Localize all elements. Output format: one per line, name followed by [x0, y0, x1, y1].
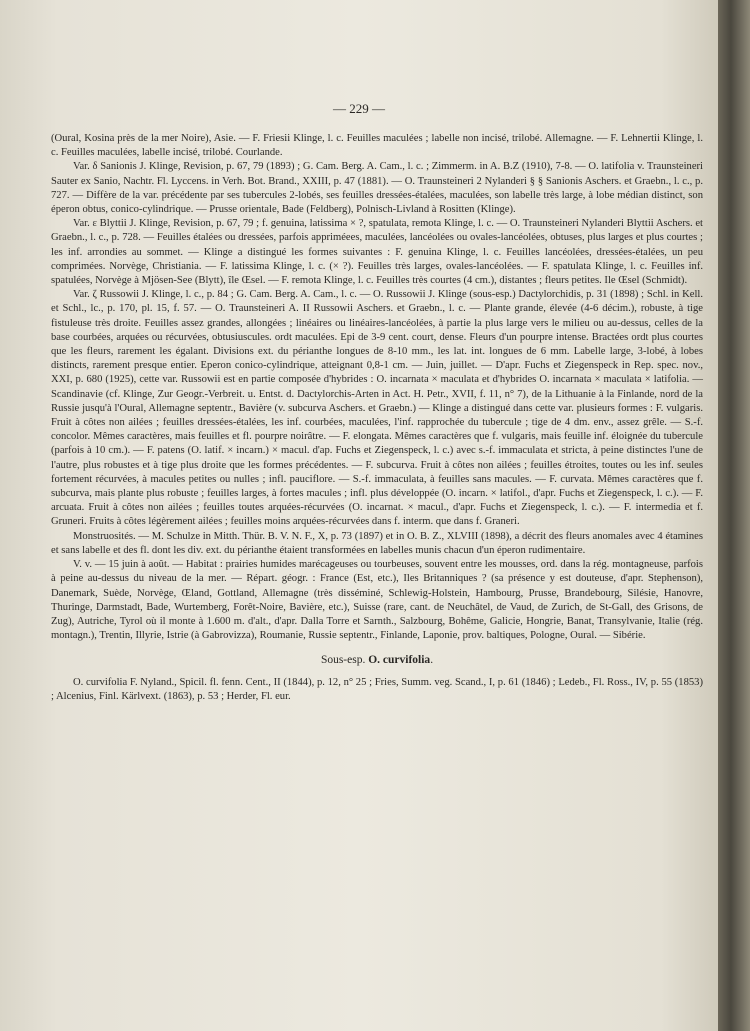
paragraph-var-blyttii: Var. ε Blyttii J. Klinge, Revision, p. 67, 79 ; f. genuina, latissima × ?, spatulata, remota Klinge, l. c. — O. Traunsteineri Nylanderi Blyttii Aschers. et Graebn., l. c., p. 728. — Feuilles étalées ou dressées, parfois appriméees, maculées, lancéolées ou ovales-lancéolées, obtuses, plus larges et plus courtes ; les inf. arrondies au sommet. — Klinge a distingué les formes suivantes : F. genuina Klinge, l. c. Feuilles lancéolées, dressées-étalées, un peu comprimées. Norvège, Christiania. — F. latissima Klinge, l. c. (× ?). Feuilles très larges, ovales-lancéolées. — F. spatulata Klinge, l. c. Feuilles inf. spatulées, Norvège à Mjösen-See (Blytt), île Œsel. — F. remota Klinge, l. c. Feuilles très courtes (4 cm.), distantes ; fleurs petites. Ile Œsel (Schmidt).	[51, 218, 703, 287]
paragraph-var-russowii: Var. ζ Russowii J. Klinge, l. c., p. 84 ; G. Cam. Berg. A. Cam., l. c. — O. Russowii J. Klinge (sous-esp.) Dactylorchidis, p. 31 (1898) ; Schl. in Kell. et Schl., lc., p. 170, pl. 15, f. 57. — O. Traunsteineri A. II Russowii Aschers. et Graebn., l. c. — Plante grande, élevée (4-6 décim.), robuste, à tige fistuleuse très droite. Feuilles assez grandes, allongées ; linéaires ou linéaires-lancéolées, à partie la plus large vers le milieu ou au-dessus, celles de la base courbées, arquées ou récurvées, obtusiuscules. ordt maculées. Epi de 3-9 cent. court, dense. Fleurs d'un pourpre intense. Bractées ordt plus courtes que les fleurs, rarement les égalant. Divisions ext. du périanthe longues de 8-10 mm., les lat. int. longues de 6 mm. Labelle large, 3-lobé, à lobes distincts, rarement presque entier. Eperon conico-cylindrique, atteignant 0,8-1 cm. — Juin, juillet. — D'apr. Fuchs et Ziegenspeck in Rep. spec. nov., XXI, p. 680 (1925), cette var. Russowii est en partie composée d'hybrides : O. incarnata × maculata et d'hybrides O. incarnata × maculata × latifolia. — Scandinavie (cf. Klinge, Zur Geogr.-Verbreit. u. Entst. d. Dactylorchis-Arten in Act. H. Petr., XVII, f. 11, n° 7), de la Lithuanie à la Finlande, nord de la Russie jusqu'à l'Oural, Allemagne septentr., Bavière (v. subcurva Aschers. et Graebn.) — Klinge a distingué dans cette var. plusieurs formes : F. vulgaris. Fruit à côtes non ailées ; feuilles dressées-étalées, les inf. courbées, maculées, l'inf. rapprochée du tubercule ; tige de 4 dm. env., assez grêle. — S.-f. concolor. Mêmes caractères, mais feuilles et fl. pourpre noirâtre. — F. elongata. Mêmes caractères que f. vulgaris, mais feuille inf. éloignée du tubercule (parfois à 10 cm.). — F. patens (O. latif. × incarn.) × macul. d'ap. Fuchs et Ziegenspeck, l. c.) avec s.-f. immaculata et stricta, à peine distinctes l'une de l'autre, plus robustes et à tige plus droite que les formes précédentes. — F. subcurva. Fruit à côtes non ailées ; feuilles étroites, toutes ou les inf. seules fortement récurvées, à macules petites ou nulles ; infl. pauciflore. — S.-f. immaculata, à feuilles sans macules. — F. curvata. Mêmes caractères que f. subcurva, mais plante plus robuste ; feuilles larges, à fortes macules ; infl. plus développée (O. incarn. × latifol., d'apr. Fuchs et Ziegenspeck, l. c.). — F. arcuata. Fruit à côtes non ailées ; feuilles toutes arquées-récurvées (O. incarnat. × macul., d'apr. Fuchs et Ziegenspeck, l. c.). — F. intermedia et f. Gruneri. Fruits à côtes légèrement ailées ; feuilles moins arquées-récurvées dans f. interm. que dans f. Graneri.	[51, 289, 703, 528]
paragraph-curvifolia: O. curvifolia F. Nyland., Spicil. fl. fenn. Cent., II (1844), p. 12, n° 25 ; Fries, Summ. veg. Scand., I, p. 61 (1846) ; Ledeb., Fl. Ross., IV, p. 55 (1853) ; Alcenius, Finl. Kärlvext. (1863), p. 53 ; Herder, Fl. eur.	[51, 676, 703, 702]
heading-name: O. curvifolia	[368, 654, 431, 667]
section-heading: Sous-esp. O. curvifolia.	[320, 654, 434, 667]
paragraph-habitat: V. v. — 15 juin à août. — Habitat : prairies humides marécageuses ou tourbeuses, souvent entre les mousses, ord. dans la rég. montagneuse, parfois à peine au-dessus du niveau de la mer. — Répart. géogr. : France (Est, etc.), Iles Britanniques ? (sa présence y est douteuse, d'apr. Stephenson), Danemark, Suède, Norvège, Œland, Gottland, Allemagne (très disséminé, Schlewig-Holstein, Hambourg, Prusse, Brandebourg, Silésie, Hanovre, Thuringe, Darmstadt, Bade, Wurtemberg, Forêt-Noire, Bavière, etc.), Suisse (rare, cant. de Neuchâtel, de Vaud, de Zurich, de St-Gall, des Grisons, de Zug), Autriche, Tyrol où il monte à 1.600 m. d'alt., d'apr. Dalla Torre et Sarnth., Salzbourg, Bohême, Galicie, Hongrie, Banat, Transylvanie, Italie (rég. montagn.), Trentin, Illyrie, Istrie (à Gabrovizza), Roumanie, Russie septentr., Finlande, Laponie, prov. baltiques, Pologne, Oural. — Sibérie.	[51, 559, 703, 642]
body-text	[51, 132, 703, 704]
heading-prefix: Sous-esp.	[320, 654, 366, 667]
page-number: — 229 —	[333, 101, 385, 116]
paragraph-1: (Oural, Kosina près de la mer Noire), Asie. — F. Friesii Klinge, l. c. Feuilles maculées ; labelle non incisé, trilobé. Allemagne. — F. Lehnertii Klinge, l. c. Feuilles maculées, labelle incisé, trilobé. Courlande.	[51, 133, 703, 159]
book-spine	[718, 0, 750, 1031]
paragraph-monstruosites: Monstruosités. — M. Schulze in Mitth. Thür. B. V. N. F., X, p. 73 (1897) et in O. B. Z., XLVIII (1898), a décrit des fleurs anomales avec 4 étamines et sans labelle et des fl. dont les div. ext. du périanthe étaient transformées en labelles munis chacun d'un éperon rudimentaire.	[51, 530, 703, 556]
paragraph-var-sanionis: Var. δ Sanionis J. Klinge, Revision, p. 67, 79 (1893) ; G. Cam. Berg. A. Cam., l. c. ; Zimmerm. in A. B.Z (1910), 7-8. — O. latifolia v. Traunsteineri Sauter ex Sanio, Nachtr. Fl. Lyccens. in Verh. Bot. Brand., XXIII, p. 47 (1881). — O. Traunsteineri 2 Nylanderi § § Sanionis Aschers. et Graebn., l. c., p. 727. — Diffère de la var. précédente par ses tubercules 2-lobés, ses feuilles dressées-étalées, maculées, son labelle très large, à lobe médian distinct, son éperon obtus, conico-cylindrique. — Prusse orientale, Bade (Feldberg), Polnisch-Livland à Rositten (Klinge).	[51, 161, 703, 216]
